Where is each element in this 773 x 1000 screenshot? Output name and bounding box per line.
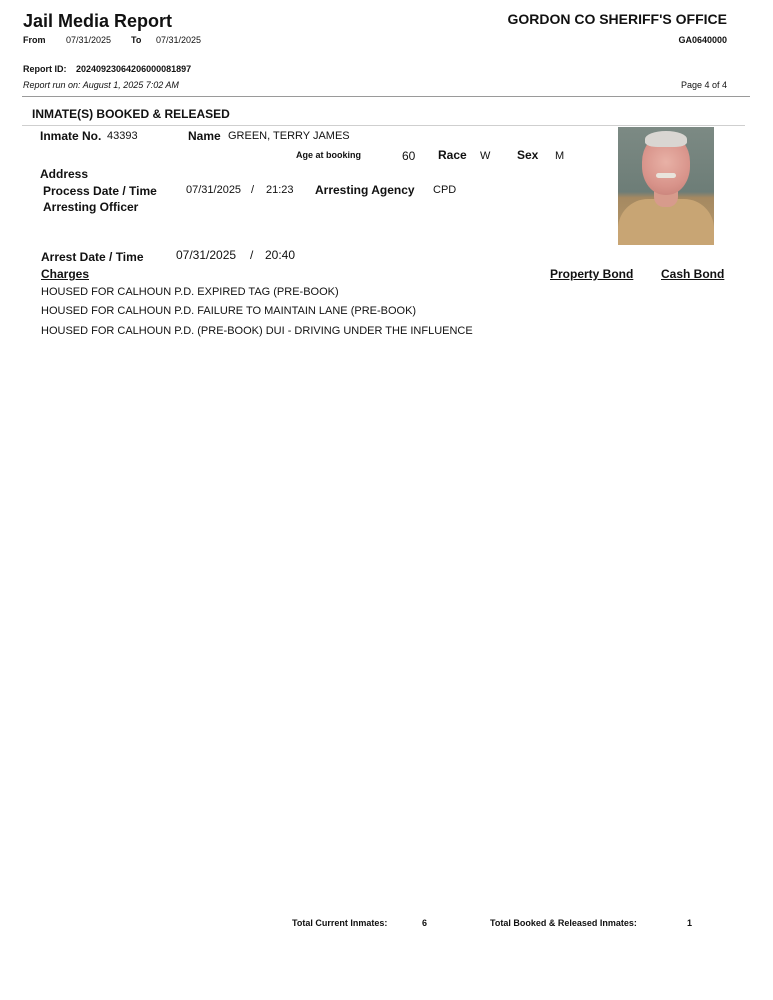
report-run-on: Report run on: August 1, 2025 7:02 AM xyxy=(23,80,179,90)
sex-label: Sex xyxy=(517,148,539,162)
total-current-label: Total Current Inmates: xyxy=(292,918,388,928)
sex-value: M xyxy=(555,150,565,162)
process-time: 21:23 xyxy=(266,184,294,196)
agency-code: GA0640000 xyxy=(678,35,727,45)
page-number: Page 4 of 4 xyxy=(680,80,727,90)
arrest-label: Arrest Date / Time xyxy=(41,250,144,264)
from-date: 07/31/2025 xyxy=(66,35,112,45)
report-id: 20240923064206000081897 xyxy=(76,64,192,74)
to-label: To xyxy=(131,35,142,45)
total-booked-label: Total Booked & Released Inmates: xyxy=(490,918,637,928)
total-booked-value: 1 xyxy=(687,918,693,928)
arresting-agency-label: Arresting Agency xyxy=(315,183,415,197)
mugshot-photo xyxy=(618,127,714,245)
charges-header: Charges xyxy=(41,267,90,281)
cash-bond-header: Cash Bond xyxy=(661,267,725,281)
report-id-label: Report ID: xyxy=(23,64,67,74)
process-label: Process Date / Time xyxy=(43,184,157,198)
address-label: Address xyxy=(40,167,89,181)
section-title: INMATE(S) BOOKED & RELEASED xyxy=(32,107,230,121)
header-divider xyxy=(22,96,750,97)
report-title: Jail Media Report xyxy=(23,11,173,31)
from-label: From xyxy=(23,35,46,45)
age-label: Age at booking xyxy=(296,150,361,160)
name-label: Name xyxy=(188,129,221,143)
inmate-name: GREEN, TERRY JAMES xyxy=(228,130,350,142)
total-current-value: 6 xyxy=(422,918,428,928)
process-separator: / xyxy=(251,184,255,196)
inmate-no: 43393 xyxy=(107,130,138,142)
arrest-date: 07/31/2025 xyxy=(176,248,237,262)
race-label: Race xyxy=(438,148,467,162)
to-date: 07/31/2025 xyxy=(156,35,202,45)
arresting-agency: CPD xyxy=(433,184,457,196)
agency-name: GORDON CO SHERIFF'S OFFICE xyxy=(507,11,727,27)
inmate-no-label: Inmate No. xyxy=(40,129,102,143)
arrest-time: 20:40 xyxy=(265,248,296,262)
arresting-officer-label: Arresting Officer xyxy=(43,200,139,214)
charge-item: HOUSED FOR CALHOUN P.D. FAILURE TO MAINTAIN LANE (PRE-BOOK) xyxy=(41,305,417,317)
process-date: 07/31/2025 xyxy=(186,184,242,196)
race-value: W xyxy=(480,150,491,162)
charge-item: HOUSED FOR CALHOUN P.D. EXPIRED TAG (PRE-BOOK) xyxy=(41,286,339,298)
age-value: 60 xyxy=(402,149,416,163)
section-divider xyxy=(22,125,745,126)
charge-item: HOUSED FOR CALHOUN P.D. (PRE-BOOK) DUI - DRIVING UNDER THE INFLUENCE xyxy=(41,325,473,337)
property-bond-header: Property Bond xyxy=(550,267,634,281)
arrest-separator: / xyxy=(250,248,254,262)
